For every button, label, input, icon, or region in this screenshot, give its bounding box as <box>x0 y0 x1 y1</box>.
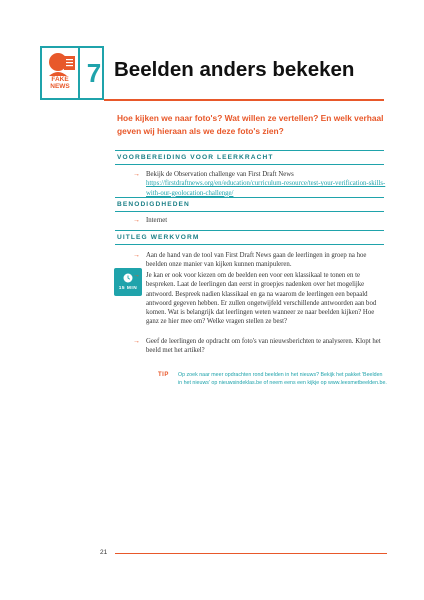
section-heading-materials: BENODIGDHEDEN <box>117 201 190 208</box>
tip-label: TIP <box>158 372 169 378</box>
tip-text: Op zoek naar meer opdrachten rond beelden in het nieuws? Bekijk het pakket 'Beelden in het nieuws' op nieuwsindeklas.be of neem eens een kijkje op www.leesmetbeelden.be. <box>178 372 387 386</box>
preparation-text: Bekijk de Observation challenge van First Draft News <box>146 171 294 178</box>
arrow-icon: → <box>133 272 140 279</box>
duration-label: 15 MIN <box>118 286 138 291</box>
arrow-icon: → <box>133 171 140 178</box>
page-number: 21 <box>100 549 108 556</box>
section-heading-preparation: VOORBEREIDING VOOR LEERKRACHT <box>117 154 274 161</box>
section-heading-explanation: UITLEG WERKVORM <box>117 234 200 241</box>
page-title: Beelden anders bekeken <box>114 58 355 81</box>
chapter-number: 7 <box>86 58 102 88</box>
clock-icon <box>123 273 133 283</box>
logo-line-1: FAKE <box>51 76 69 83</box>
fake-news-logo <box>40 46 104 100</box>
section-rule-top <box>115 150 384 151</box>
logo-line-2: NEWS <box>50 83 70 90</box>
arrow-icon: → <box>133 338 140 345</box>
section-rule-bottom <box>115 244 384 245</box>
logo-label <box>44 76 76 90</box>
section-rule-bottom <box>115 164 384 165</box>
lead-question: Hoe kijken we naar foto's? Wat willen ze vertellen? En welk verhaal geven wij hieraan als we deze foto's zien? <box>117 113 384 136</box>
materials-item: Internet <box>146 217 168 224</box>
fake-news-person-icon <box>42 48 78 98</box>
explanation-item-2: Je kan er ook voor kiezen om de beelden een voor een klassikaal te tonen en te bespreken. Laat de leerlingen dan eerst in groepjes nadenken over het mogelijke antwoord. Bespreek nadien klassikaal en ga na waarom de leerlingen een bepaald antwoord gegeven hebben. Er zullen ongetwijfeld verschillende antwoorden aan bod komen. Wat is belangrijk dat leerlingen weten wanneer ze naar beelden kijken? Hoe ganz ze hier mee om? Welke vragen stellen ze best? <box>146 272 377 326</box>
arrow-icon: → <box>133 217 140 224</box>
footer-rule <box>115 553 387 554</box>
explanation-item-3: Geef de leerlingen de opdracht om foto's van nieuwsberichten te analyseren. Klopt het beeld met het artikel? <box>146 338 381 355</box>
arrow-icon: → <box>133 252 140 259</box>
title-underline <box>104 99 384 101</box>
logo-divider <box>78 48 80 98</box>
section-rule-top <box>115 197 384 198</box>
section-rule-bottom <box>115 211 384 212</box>
section-rule-top <box>115 230 384 231</box>
observation-challenge-link[interactable]: https://firstdraftnews.org/en/education/curriculum-resource/test-your-verification-skills-with-our-geolocation-challenge/ <box>146 180 386 197</box>
list-item <box>146 170 386 198</box>
explanation-item-1: Aan de hand van de tool van First Draft News gaan de leerlingen in groep na hoe beelden onze manier van kijken kunnen manipuleren. <box>146 252 367 269</box>
